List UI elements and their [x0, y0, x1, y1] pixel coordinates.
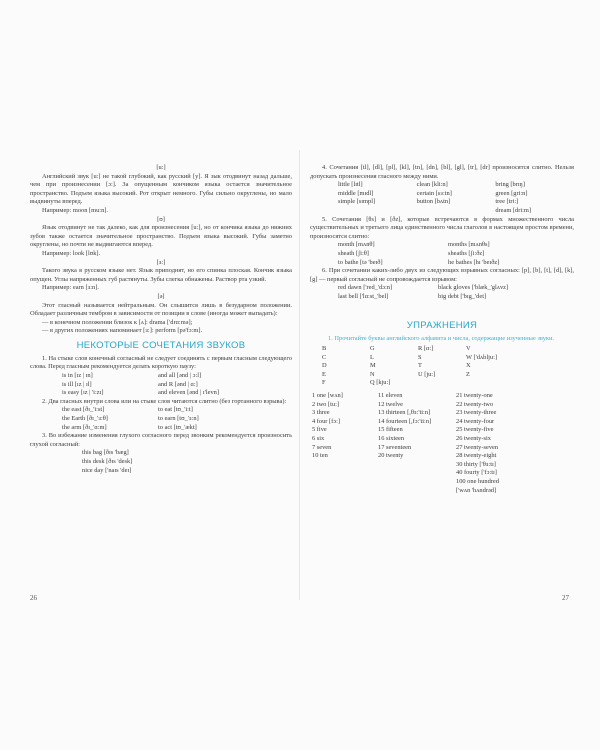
example: middle [mɪdl]	[338, 189, 374, 197]
letter: B	[322, 345, 327, 353]
example: this desk [ðɪs 'desk]	[82, 458, 133, 465]
example: sheaths [ʃi:ðz]	[448, 249, 485, 257]
example: clean [kli:n]	[416, 181, 448, 189]
example-row	[310, 207, 574, 216]
example: this bag [ðɪs 'bæg]	[82, 449, 129, 457]
rule-5-text: 5. Сочетания [θs] и [ðz], которые встречаются в формах множественного числа существительных и третьего лица единственного числа глаголов в настоящем простом времени, произносятся слитно:	[310, 215, 574, 240]
example-row	[30, 415, 292, 424]
example: bring [brɪŋ]	[495, 181, 525, 189]
number: 3 three	[312, 409, 330, 417]
u-long-example: Например: moon [mu:n].	[42, 206, 108, 214]
number: 30 thirty ['θɜ:tɪ]	[456, 460, 496, 468]
rule-2-text: 2. Два гласных внутри слова или на стыке слов читаются слитно (без гортанного взрыва):	[42, 397, 287, 405]
letter: L	[370, 353, 374, 361]
letter: M	[370, 362, 376, 370]
number: 15 fifteen	[378, 426, 403, 434]
letter: Q [kju:]	[370, 379, 391, 387]
example-row	[310, 190, 574, 199]
number: 13 thirteen [,θɜ:'ti:n]	[378, 409, 431, 417]
u-long-description: Английский звук [u:] не такой глубокий, как русский [у]. Я зык отодвинут назад дальше, чем при произнесении [ɔ:]. За опущенным кончиком языка остается значительное пространство. Подъем языка высокий. Рот открыт немного. Губы сильно округлены, но мало выдвинуты вперед.	[30, 172, 292, 206]
example: and eleven [ənd | ɪ'levn]	[158, 389, 219, 397]
example: the arm [ðɪ_'ɑ:m]	[62, 423, 107, 431]
example: months [mʌnθs]	[448, 241, 490, 249]
number	[312, 478, 378, 487]
letter: R [ɑ:]	[418, 345, 434, 353]
schwa-label: [ə]	[157, 292, 165, 300]
number: 6 six	[312, 435, 325, 443]
rule-6-text: 6. При сочетании каких-либо двух из следующих взрывных согласных: [p], [b], [t], [d], [k], [g] — первый согласный не сопровождается взрывом:	[310, 267, 574, 283]
letter: S	[418, 353, 422, 361]
number	[312, 487, 378, 496]
letter: X	[466, 362, 471, 370]
example-row	[310, 198, 574, 207]
letter: U [ju:]	[418, 370, 436, 378]
exercise-1-text: 1. Прочитайте буквы английского алфавита и числа, содержащие изученные звуки.	[328, 334, 555, 342]
u-short-label: [ʊ]	[157, 215, 165, 223]
example: black gloves ['blæk_'glʌvz]	[438, 284, 509, 292]
letter	[418, 379, 466, 388]
number: 2 two [tu:]	[312, 400, 339, 408]
number: 5 five	[312, 426, 327, 434]
example: certain [sɜ:tn]	[416, 189, 452, 197]
example: the east [ðɪ_'i:st]	[62, 406, 105, 414]
example: is ill [ɪz | ɪl]	[62, 380, 92, 388]
example-row	[310, 181, 574, 190]
number: 11 eleven	[378, 392, 403, 400]
left-page	[30, 164, 292, 475]
example: green [gri:n]	[495, 189, 528, 197]
number: 1 one [wʌn]	[312, 392, 343, 400]
example: sheath [ʃi:θ]	[338, 249, 369, 257]
u-short-description: Язык отодвинут не так далеко, как для произнесения [u:], но от кончика языка до нижних зубов также остается значительное пространство. Подъем языка высокий. Губы заметно округлены, но почти не выдвигаются вперед.	[30, 224, 292, 249]
numbers-grid	[310, 392, 574, 495]
example-row	[310, 259, 574, 268]
number: 12 twelve	[378, 400, 404, 408]
number: 23 twenty-three	[456, 409, 497, 417]
letter: T	[418, 362, 422, 370]
e-long-label: [ɜ:]	[156, 258, 166, 266]
number: 27 twenty-seven	[456, 443, 499, 451]
u-long-label: [u:]	[156, 164, 166, 171]
letter: V	[466, 345, 471, 353]
alphabet-grid	[310, 345, 574, 388]
rule-1-text: 1. На стыке слов конечный согласный не следует соединять с первым гласным следующего слова. Перед гласным рекомендуется делать короткую паузу:	[30, 354, 292, 371]
number: ['wʌn 'hʌndrəd]	[456, 486, 497, 494]
example: tree [tri:]	[495, 198, 519, 206]
example: the Earth [ðɪ_'ɜ:θ]	[62, 415, 108, 423]
rule-3-text: 3. Во избежание изменения глухого согласного перед звонким рекомендуется произносить глухой согласный:	[30, 432, 292, 448]
example: to bathe [tə 'beɪð]	[338, 258, 383, 266]
e-long-example: Например: earn [ɜ:n].	[42, 284, 99, 292]
number	[378, 487, 456, 496]
rule-4-text: 4. Сочетания [tl], [dl], [pl], [kl], [tn], [dn], [bl], [gl], [tr], [dr] произносятся слитно. Нельзя допускать произнесения гласного между ними.	[310, 164, 574, 180]
number: 28 twenty-eight	[456, 452, 497, 460]
number: 20 twenty	[378, 452, 404, 460]
example-row	[30, 424, 292, 433]
example: to eat [tʊ_'i:t]	[158, 406, 193, 414]
page-gutter	[299, 150, 300, 600]
number	[378, 478, 456, 487]
letter: F	[322, 379, 326, 387]
schwa-description: Этот гласный называется нейтральным. Он слышится лишь в безударном положении. Обладает различным тембром в зависимости от позиции в слове (иногда может выпадать):	[30, 301, 292, 318]
example: nice day ['naɪs 'deɪ]	[82, 466, 132, 474]
example: big debt ['bɪg_'det]	[438, 292, 487, 300]
example	[417, 207, 496, 216]
letter: G	[370, 345, 375, 353]
number	[312, 461, 378, 470]
number: 10 ten	[312, 452, 328, 460]
number: 26 twenty-six	[456, 435, 491, 443]
letter: W ['dʌblju:]	[466, 353, 498, 361]
example-row	[30, 372, 292, 381]
example-row	[310, 241, 574, 250]
schwa-item: — в конечном положении близок к [ʌ]: drama ['drɑ:mə];	[42, 318, 193, 326]
example: is in [ɪz | ɪn]	[62, 372, 93, 380]
number: 17 seventeen	[378, 443, 412, 451]
example-row	[30, 406, 292, 415]
number: 22 twenty-two	[456, 400, 494, 408]
section-heading: НЕКОТОРЫЕ СОЧЕТАНИЯ ЗВУКОВ	[76, 339, 246, 351]
example: button [bʌtn]	[416, 198, 451, 206]
number: 21 twenty-one	[456, 392, 493, 400]
number: 40 fourty ['fɔ:tɪ]	[456, 469, 497, 477]
letter: Z	[466, 370, 470, 378]
number	[378, 469, 456, 478]
example	[338, 207, 417, 216]
example: simple [sɪmpl]	[338, 198, 376, 206]
page-number-right: 27	[562, 594, 569, 602]
letter: D	[322, 362, 327, 370]
example-row	[30, 381, 292, 390]
u-short-example: Например: look [lʊk].	[42, 249, 101, 257]
letter: N	[370, 370, 375, 378]
number: 100 one hundred	[456, 478, 499, 485]
e-long-description: Такого звука в русском языке нет. Язык приподнят, но его спинка плоская. Кончик языка опущен. Углы напряженных губ растянуты. Зубы слегка обнажены. Раствор рта узкий.	[30, 267, 292, 283]
example: is easy [ɪz | 'i:zɪ]	[62, 389, 104, 397]
number	[378, 461, 456, 470]
right-page	[310, 164, 574, 495]
example-row	[310, 250, 574, 259]
letter: C	[322, 353, 327, 361]
example: month [mʌnθ]	[338, 241, 375, 249]
letter: E	[322, 370, 326, 378]
number	[312, 469, 378, 478]
number: 24 twenty-four	[456, 417, 495, 425]
example: last bell ['lɑ:st_'bel]	[338, 292, 389, 300]
example: to earn [tʊ_'ɜ:n]	[158, 415, 199, 423]
schwa-item: — в других положениях напоминает [ɜ:]: perform [pə'fɔ:m].	[42, 327, 203, 335]
example: and all [ənd | ɔ:l]	[158, 372, 202, 380]
example: dream [dri:m]	[495, 206, 532, 214]
example-row	[310, 284, 574, 293]
example: and R [ənd | ɑ:]	[158, 380, 198, 388]
number: 4 four [fɔ:]	[312, 417, 341, 425]
example: he bathes [hɪ 'beɪðz]	[448, 258, 500, 266]
example: little [lɪtl]	[338, 181, 363, 189]
number: 7 seven	[312, 443, 332, 451]
example-row	[30, 389, 292, 398]
example: red dawn ['red_'dɔ:n]	[338, 284, 393, 292]
number: 25 twenty-five	[456, 426, 494, 434]
exercises-heading: УПРАЖНЕНИЯ	[406, 319, 478, 331]
page-number-left: 26	[30, 594, 37, 602]
letter	[466, 379, 514, 388]
number: 14 fourteen [,fɔ:'ti:n]	[378, 417, 432, 425]
example: to act [tʊ_'ækt]	[158, 423, 197, 431]
example-row	[310, 293, 574, 302]
number: 16 sixteen	[378, 435, 405, 443]
